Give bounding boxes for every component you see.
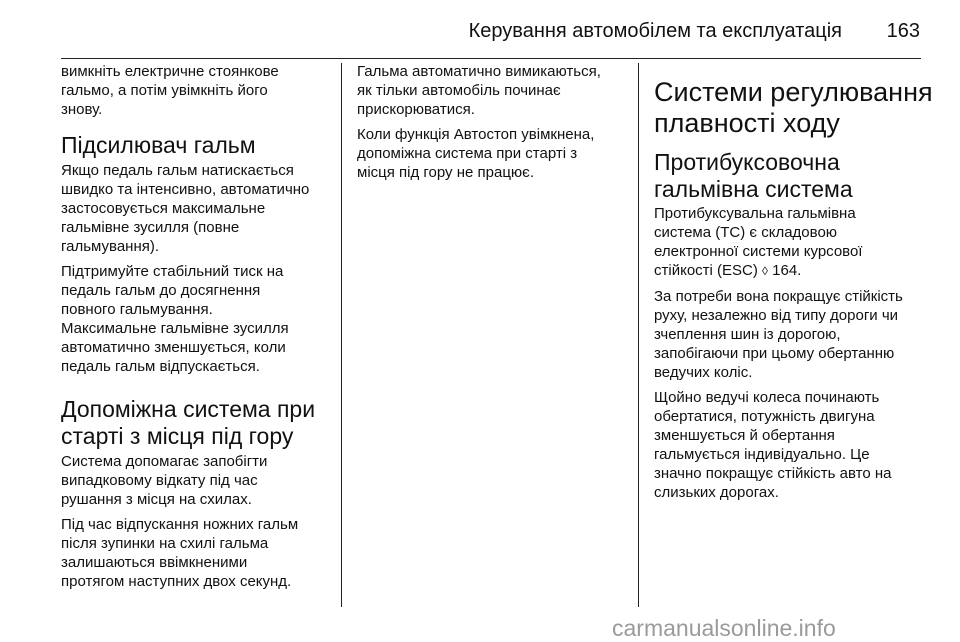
- text-line: гальмівне зусилля (повне: [61, 219, 240, 236]
- text-line: швидко та інтенсивно, автоматично: [61, 181, 310, 198]
- text-line: допоміжна система при старті з: [357, 145, 578, 162]
- text-line: [654, 261, 929, 281]
- text-line: система (TC) є складовою: [654, 224, 838, 241]
- text-line: вимкніть електричне стоянкове: [61, 63, 279, 80]
- column-3: [654, 62, 933, 508]
- watermark: carmanualsonline.info: [612, 615, 836, 641]
- text-line: ведучих коліс.: [654, 364, 753, 381]
- text-line: після зупинки на схилі гальма: [61, 535, 269, 552]
- traction-control-paragraph-1: [654, 204, 929, 281]
- text-line: місця під гору не працює.: [357, 164, 534, 181]
- brake-assist-heading: Підсилювач гальм: [61, 132, 256, 158]
- hill-start-heading: Допоміжна система при старті з місця під гору: [61, 396, 316, 449]
- text-line: повного гальмування.: [61, 301, 213, 318]
- text-line: протягом наступних двох секунд.: [61, 573, 292, 590]
- text-line: значно покращує стійкість авто на: [654, 465, 892, 482]
- column-1: [61, 62, 331, 597]
- text-line: Гальма автоматично вимикаються,: [357, 63, 601, 80]
- text-line: педаль гальм до досягнення: [61, 282, 261, 299]
- text-line: прискорюватися.: [357, 101, 475, 118]
- column-divider-1: [341, 63, 342, 607]
- text-line: Під час відпускання ножних гальм: [61, 516, 299, 533]
- page-header-title: Керування автомобілем та експлуатація: [468, 20, 842, 42]
- page-number: 163: [886, 20, 920, 42]
- text-line: як тільки автомобіль починає: [357, 82, 561, 99]
- hill-start-continued-paragraph-1: [357, 62, 627, 119]
- hill-start-paragraph-1: [61, 452, 331, 509]
- text-line: електронної системи курсової: [654, 243, 863, 260]
- text-line: педаль гальм відпускається.: [61, 358, 260, 375]
- text-line: знову.: [61, 101, 103, 118]
- text-line: випадковому відкату під час: [61, 472, 258, 489]
- text-line: запобігаючи при цьому обертанню: [654, 345, 895, 362]
- traction-control-paragraph-3: [654, 388, 929, 502]
- text-line: застосовується максимальне: [61, 200, 266, 217]
- text-line: обертатися, потужність двигуна: [654, 408, 875, 425]
- header-rule: [61, 58, 921, 59]
- text-line: рушання з місця на схилах.: [61, 491, 252, 508]
- text-line: зчеплення шин із дорогою,: [654, 326, 841, 343]
- text-line: автоматично зменшується, коли: [61, 339, 286, 356]
- esc-reference-text: стійкості (ESC): [654, 262, 763, 279]
- text-line: Якщо педаль гальм натискається: [61, 162, 294, 179]
- traction-control-heading: Протибуксовочна гальмівна система: [654, 149, 853, 202]
- page-reference-link[interactable]: 164.: [767, 262, 802, 279]
- text-line: Коли функція Автостоп увімкнена,: [357, 126, 595, 143]
- text-line: залишаються ввімкненими: [61, 554, 248, 571]
- text-line: Максимальне гальмівне зусилля: [61, 320, 289, 337]
- text-line: гальмується індивідуально. Це: [654, 446, 870, 463]
- text-line: За потреби вона покращує стійкість: [654, 288, 903, 305]
- text-line: гальмування).: [61, 238, 160, 255]
- text-line: Протибуксувальна гальмівна: [654, 205, 856, 222]
- hill-start-continued-paragraph-2: [357, 125, 627, 182]
- traction-control-paragraph-2: [654, 287, 929, 382]
- chapter-heading: Системи регулювання плавності ходу: [654, 77, 933, 138]
- intro-paragraph: [61, 62, 331, 119]
- text-line: зменшується й обертання: [654, 427, 835, 444]
- text-line: слизьких дорогах.: [654, 484, 779, 501]
- column-divider-2: [638, 63, 639, 607]
- page-reference-arrow-icon: ◊: [762, 264, 768, 278]
- brake-assist-paragraph-1: [61, 161, 331, 256]
- text-line: Підтримуйте стабільний тиск на: [61, 263, 284, 280]
- hill-start-paragraph-2: [61, 515, 331, 591]
- column-2: [357, 62, 627, 188]
- text-line: руху, незалежно від типу дороги чи: [654, 307, 899, 324]
- brake-assist-paragraph-2: [61, 262, 331, 376]
- text-line: Щойно ведучі колеса починають: [654, 389, 880, 406]
- text-line: Система допомагає запобігти: [61, 453, 268, 470]
- text-line: гальмо, а потім увімкніть його: [61, 82, 268, 99]
